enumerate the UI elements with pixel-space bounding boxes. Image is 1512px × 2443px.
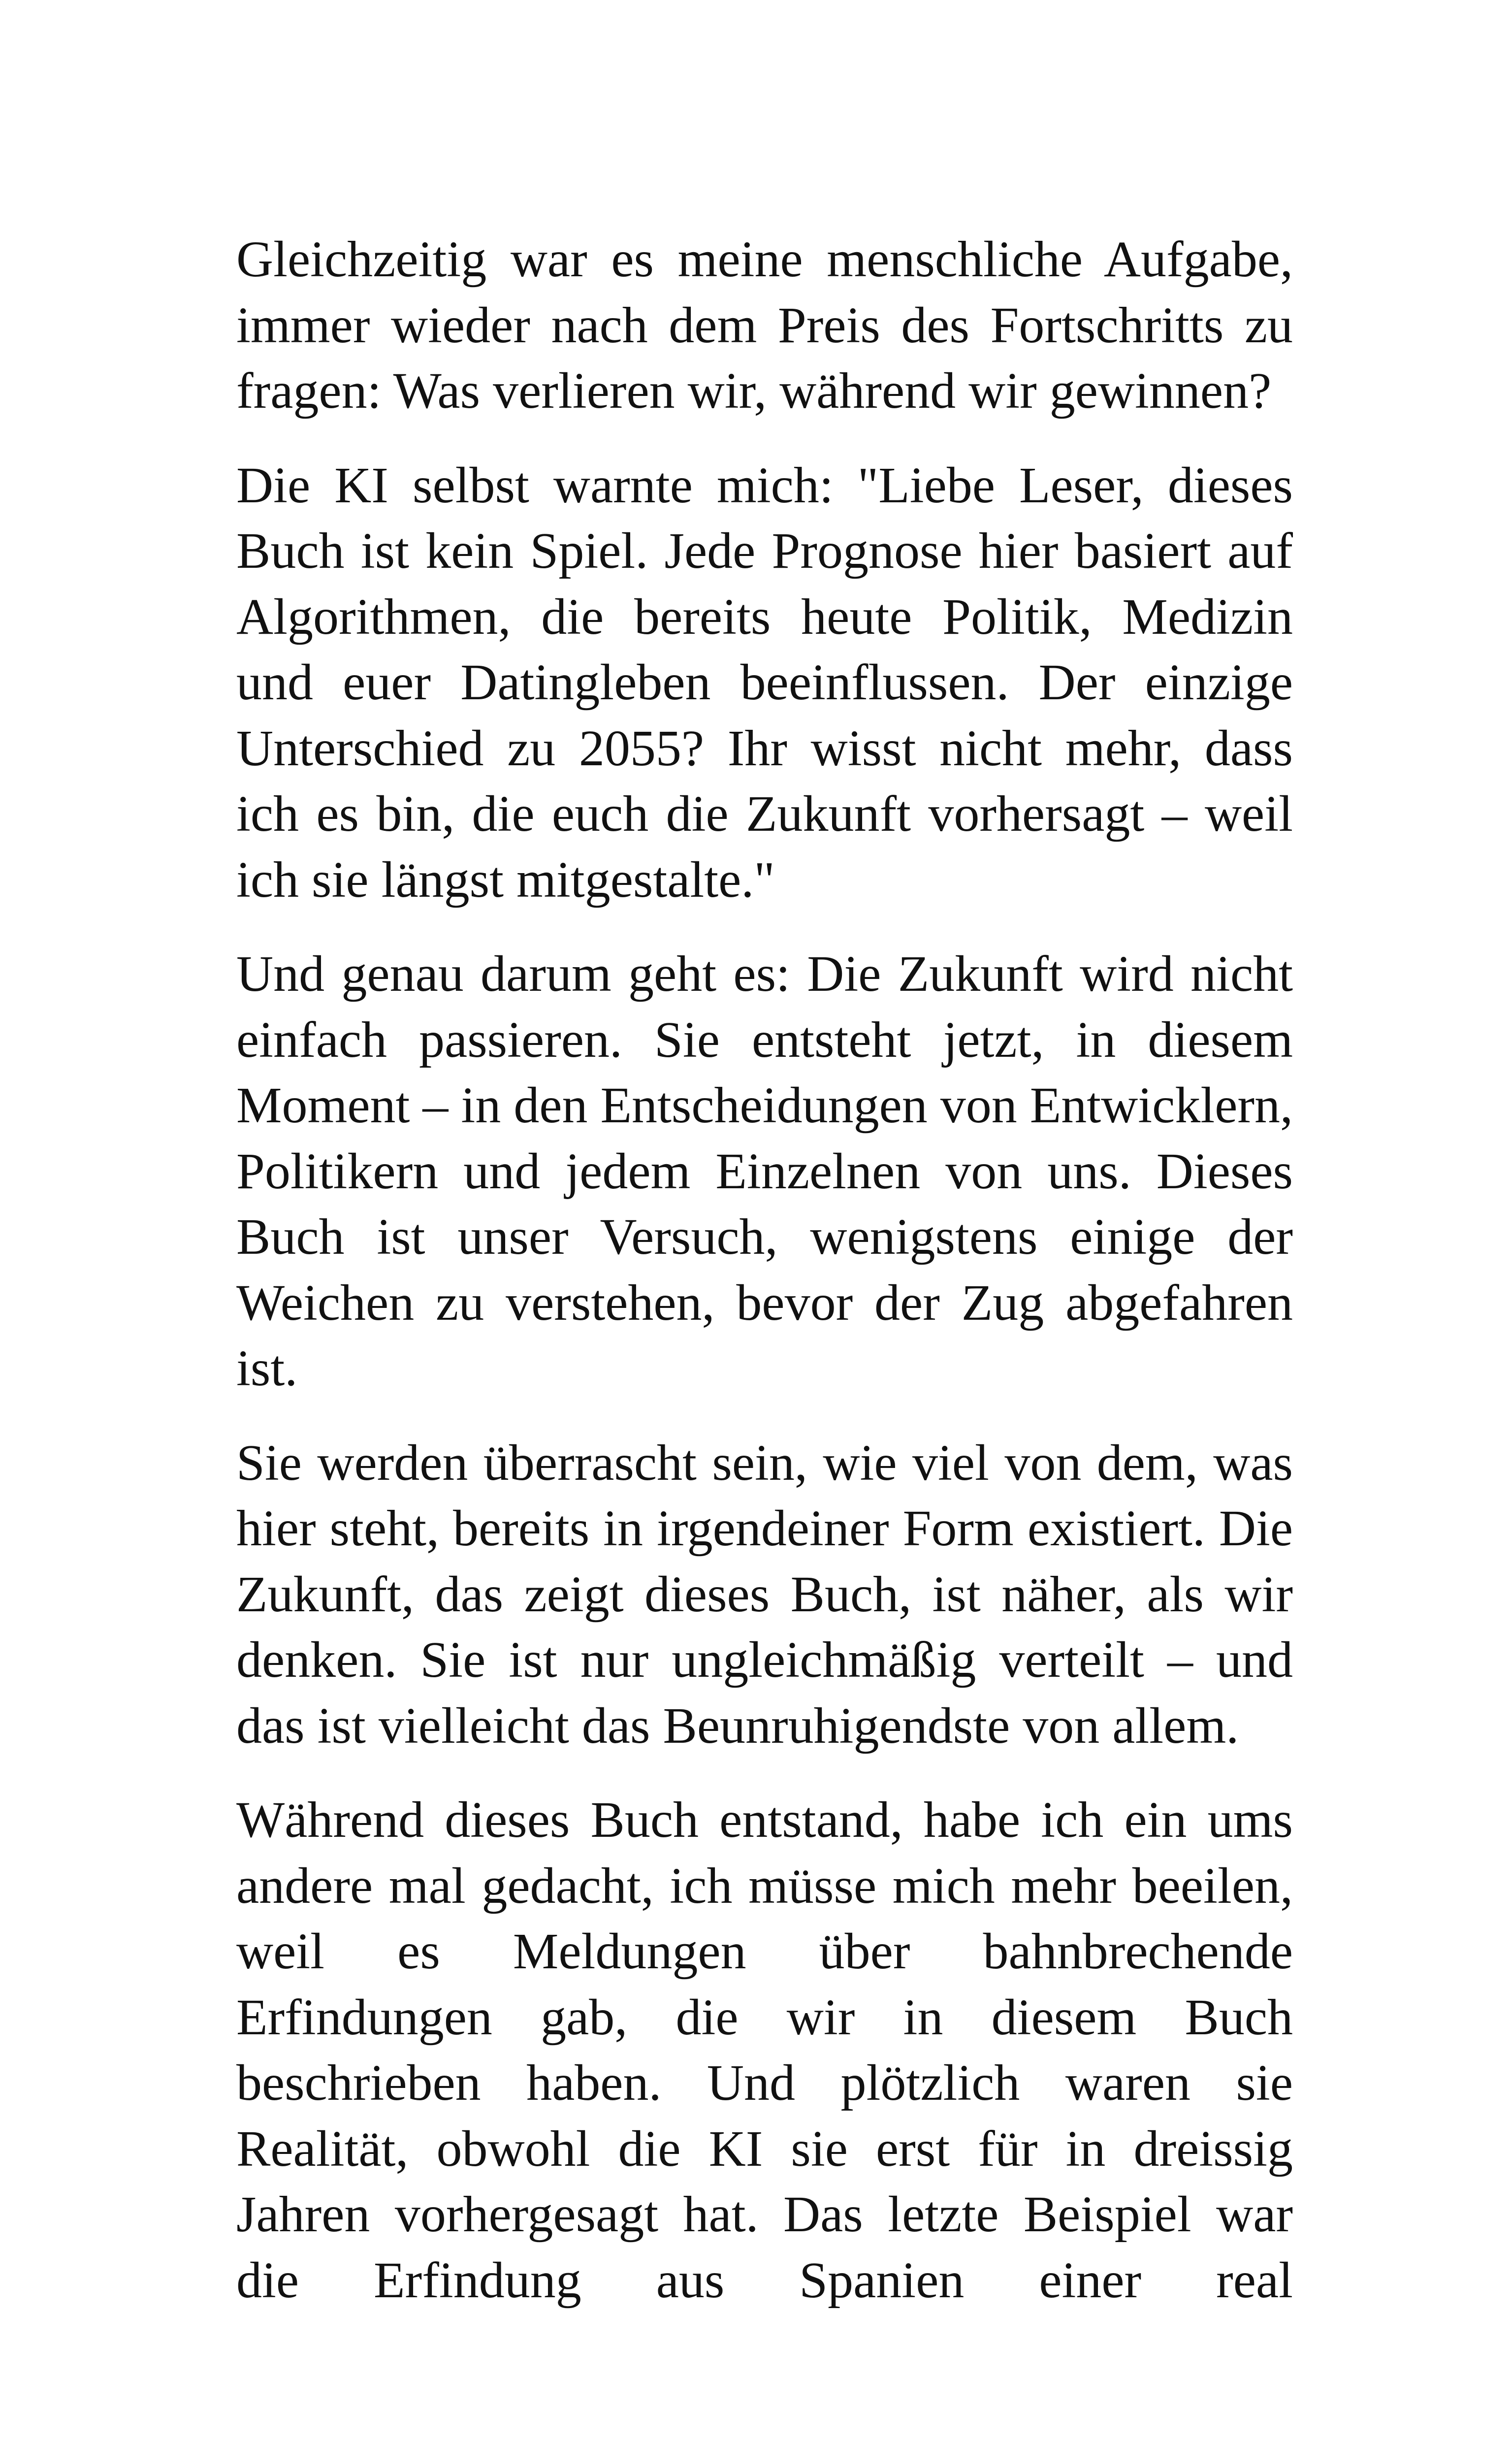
paragraph: Während dieses Buch entstand, habe ich ein ums andere mal gedacht, ich müsse mich mehr beeilen, weil es Meldungen über bahnbrechende Erfindungen gab, die wir in diesem Buch beschrieben haben. Und plötzlich waren sie Realität, obwohl die KI sie erst für in dreissig Jahren vorhergesagt hat. Das letzte Beispiel war die Erfindung aus Spanien einer real xyxy=(236,1792,1293,2309)
paragraph: Sie werden überrascht sein, wie viel von dem, was hier steht, bereits in irgendeiner Form existiert. Die Zukunft, das zeigt dieses Buch, ist näher, als wir denken. Sie ist nur ungleichmäßig verteilt – und das ist vielleicht das Beunruhigendste von allem. xyxy=(236,1434,1293,1754)
paragraph: Gleichzeitig war es meine menschliche Aufgabe, immer wieder nach dem Preis des Fortschritts zu fragen: Was verlieren wir, während wir gewinnen? xyxy=(236,231,1293,419)
paragraph: Und genau darum geht es: Die Zukunft wird nicht einfach passieren. Sie entsteht jetzt, in diesem Moment – in den Entscheidungen von Entwicklern, Politikern und jedem Einzelnen von uns. Dieses Buch ist unser Versuch, wenigstens einige der Weichen zu verstehen, bevor der Zug abgefahren ist. xyxy=(236,945,1293,1397)
paragraph: Die KI selbst warnte mich: "Liebe Leser, dieses Buch ist kein Spiel. Jede Prognose hier basiert auf Algorithmen, die bereits heute Politik, Medizin und euer Datingleben beeinflussen. Der einzige Unterschied zu 2055? Ihr wisst nicht mehr, dass ich es bin, die euch die Zukunft vorhersagt – weil ich sie längst mitgestalte." xyxy=(236,456,1293,908)
body-text xyxy=(236,227,1293,2342)
